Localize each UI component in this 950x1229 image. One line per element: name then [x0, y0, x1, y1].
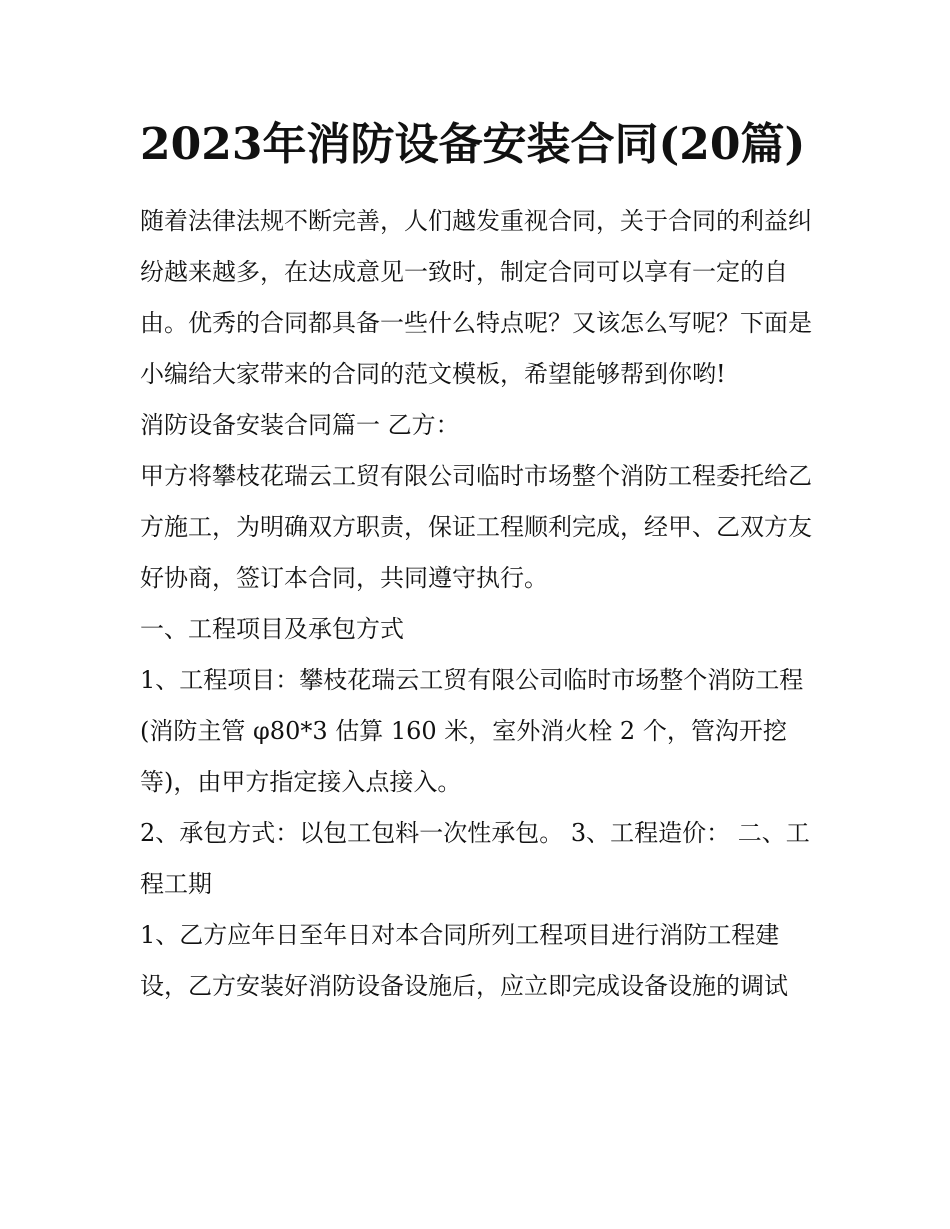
contract-preamble-paragraph: 甲方将攀枝花瑞云工贸有限公司临时市场整个消防工程委托给乙方施工，为明确双方职责，保证工程顺利完成，经甲、乙双方友好协商，签订本合同，共同遵守执行。 — [140, 462, 812, 592]
section-heading-contract-one: 消防设备安装合同篇一 乙方： — [140, 411, 460, 439]
intro-paragraph: 随着法律法规不断完善，人们越发重视合同，关于合同的利益纠纷越来越多，在达成意见一致时，制定合同可以享有一定的自由。优秀的合同都具备一些什么特点呢？又该怎么写呢？下面是小编给大家带来的合同的范文模板，希望能够帮到你哟! — [140, 207, 812, 388]
clause-construction-period: 1、乙方应年日至年日对本合同所列工程项目进行消防工程建设，乙方安装好消防设备设施后，应立即完成设备设施的调试 — [140, 921, 788, 1000]
clause-project-items: 1、工程项目：攀枝花瑞云工贸有限公司临时市场整个消防工程(消防主管 φ80*3 估算 160 米，室外消火栓 2 个，管沟开挖等)，由甲方指定接入点接入。 — [140, 666, 804, 796]
section-heading-project-scope: 一、工程项目及承包方式 — [140, 615, 404, 643]
clause-contract-method: 2、承包方式：以包工包料一次性承包。 3、工程造价： 二、工程工期 — [140, 819, 810, 898]
document-title: 2023年消防设备安装合同(20篇) — [140, 119, 806, 170]
